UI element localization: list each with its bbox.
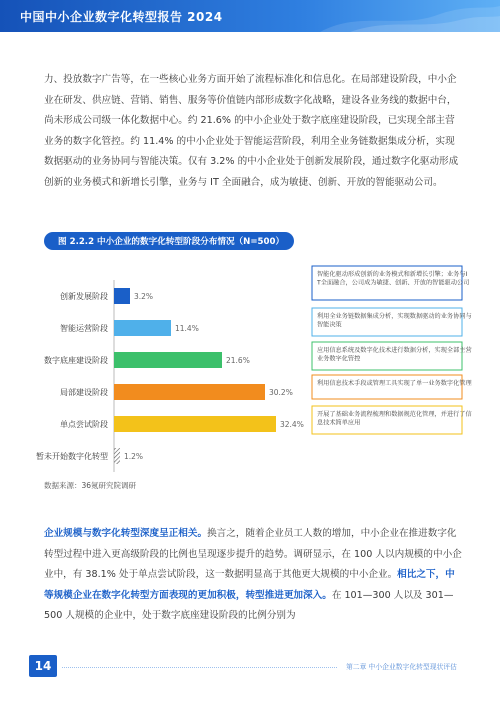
value-label-3: 21.6%: [226, 356, 250, 365]
key-finding-2: 相比之下，中等规模企业在数字化转型方面表现的更加积极，转型推进更加深入。: [44, 569, 455, 601]
value-label-6: 1.2%: [124, 452, 144, 461]
value-label-5: 32.4%: [280, 420, 304, 429]
annotation-text-5: 开展了基础业务流程梳理和数据规范化管理，并进行了信息技术简单应用: [317, 411, 472, 427]
footer-chapter: 第二章 中小企业数字化转型现状评估: [346, 663, 457, 671]
stage-distribution-chart: [0, 262, 500, 472]
annotation-text-2: 利用全业务链数据集成分析，实现数据驱动的业务协同与智能决策: [317, 313, 472, 329]
category-label-2: 智能运营阶段: [60, 324, 108, 333]
value-label-1: 3.2%: [134, 292, 154, 301]
bar-4: [114, 384, 265, 400]
bar-6: [114, 448, 120, 464]
header-bar: [0, 0, 500, 32]
annotation-text-3: 应用信息系统及数字化技术进行数据分析，实现全部主营业务数字化管控: [317, 347, 472, 363]
figure-title-pill: [44, 232, 294, 250]
category-label-6: 暂未开始数字化转型: [36, 452, 108, 461]
category-label-5: 单点尝试阶段: [60, 420, 108, 429]
annotation-text-1: 智能化驱动形成创新的业务模式和新增长引擎；业务与I T全面融合，公司成为敏捷、创新、开放的智能驱动公司: [317, 271, 470, 287]
paragraph2-text2: 在 101—300 人以及 301—500 人规模的企业中，处于数字底座建设阶段的比例分别为: [44, 589, 454, 621]
bar-2: [114, 320, 171, 336]
figure-source: 数据来源：36氪研究院调研: [44, 481, 137, 490]
category-label-3: 数字底座建设阶段: [44, 356, 108, 365]
paragraph2-text1: 换言之，随着企业员工人数的增加，中小企业在推进数字化转型过程中进入更高级阶段的比例也呈现逐步提升的趋势。调研显示，在 100 人以内规模的中小企业中，有 38.1% 处于单点尝试阶段，这一数据明显高于其他更大规模的中小企业。: [44, 528, 462, 580]
category-label-1: 创新发展阶段: [60, 292, 108, 301]
key-finding: 企业规模与数字化转型深度呈正相关。: [44, 528, 208, 539]
bar-5: [114, 416, 276, 432]
header-wave-decoration: [320, 0, 500, 32]
footer-divider: [62, 667, 337, 668]
bar-3: [114, 352, 222, 368]
body-paragraph-2: [44, 524, 464, 627]
value-label-2: 11.4%: [175, 324, 199, 333]
page-number: 14: [29, 655, 57, 677]
bar-1: [114, 288, 130, 304]
report-title: 中国中小企业数字化转型报告 2024: [20, 10, 223, 24]
value-label-4: 30.2%: [269, 388, 293, 397]
category-label-4: 局部建设阶段: [60, 388, 108, 397]
body-paragraph-1: 力、投放数字广告等，在一些核心业务方面开始了流程标准化和信息化。在局部建设阶段，中小企业在研发、供应链、营销、销售、服务等价值链内部形成数字化战略，建设各业务线的数据中台，尚未形成公司级一体化数据中心。约 21.6% 的中小企业处于数字底座建设阶段，已实现全部主营业务的数字化管控。约 11.4% 的中小企业处于智能运营阶段，利用全业务链数据集成分析，实现数据驱动的业务协同与智能决策。仅有 3.2% 的中小企业处于创新发展阶段，通过数字化驱动形成创新的业务模式和新增长引擎，业务与 IT 全面融合，成为敏捷、创新、开放的智能驱动公司。: [44, 74, 459, 188]
annotation-text-4: 利用信息技术手段或管理工具实现了单一业务数字化管理: [317, 380, 472, 387]
annotation-box-4: [312, 375, 462, 399]
figure-title: 图 2.2.2 中小企业的数字化转型阶段分布情况（N=500）: [58, 237, 285, 247]
